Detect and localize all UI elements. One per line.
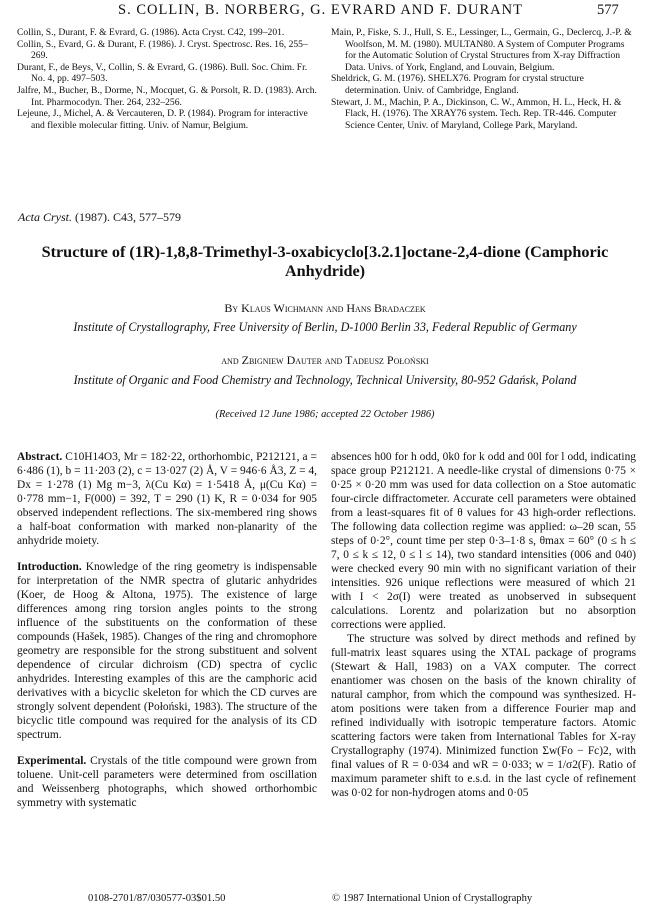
affiliation-2: Institute of Organic and Food Chemistry and Technology, Technical University, 80-952 Gdańsk, Poland <box>73 373 577 387</box>
issn-code: 0108-2701/87/030577-03$01.50 <box>88 893 226 904</box>
experimental-continued: absences h00 for h odd, 0k0 for k odd and 00l for l odd, indicating space group P212121. A needle-like crystal of dimensions 0·75 × 0·25 × 0·20 mm was used for data collection on a Stoe automatic four-circle diffractometer. Accurate cell parameters were obtained from a least-squares fit of θ values for 43 high-order reflections. The following data collection regime was applied: ω–2θ scan, 55 steps of 0·2°, count time per step 0·3–1·8 s, θmax = 60° (0 ≤ h ≤ 7, 0 ≤ k ≤ 12, 0 ≤ l ≤ 14), two standard intensities (006 and 040) were checked every 90 min with no significant variation of their intensities. 926 unique reflections were measured of which 21 with I < 2σ(I) were treated as unobserved in subsequent calculations. Lorentz and polarization but no absorption corrections were applied. <box>331 451 636 631</box>
abstract <box>17 450 317 548</box>
reference-item: Sheldrick, G. M. (1976). SHELX76. Program for crystal structure determination. Univ. of Cambridge, England. <box>331 73 584 96</box>
reference-item: Main, P., Fiske, S. J., Hull, S. E., Lessinger, L., Germain, G., Declercq, J.-P. & Woolfson, M. M. (1980). MULTAN80. A System of Computer Programs for the Automatic Solution of Crystal Structures from X-ray Diffraction Data. Univs. of York, England, and Louvain, Belgium. <box>331 27 632 73</box>
body-right-column <box>331 450 636 800</box>
authors-line-1: By Klaus Wichmann and Hans Bradaczek <box>224 301 426 315</box>
abstract-heading: Abstract. <box>17 451 63 463</box>
page-number: 577 <box>597 2 619 18</box>
authors-line-2: and Zbigniew Dauter and Tadeusz Połoński <box>221 353 429 367</box>
running-title: S. COLLIN, B. NORBERG, G. EVRARD AND F. DURANT <box>118 2 523 18</box>
refinement-paragraph: The structure was solved by direct methods and refined by full-matrix least squares using the XTAL package of programs (Stewart & Hall, 1983) on a VAX computer. The correct enantiomer was chosen on the basis of the known chirality of natural camphor, from which the compound was synthesized. H-atom positions were taken from a difference Fourier map and refined individually with isotropic temperature factors. Atomic scattering factors were taken from International Tables for X-ray Crystallography (1974). Minimized function Σw(Fo − Fc)2, with final values of R = 0·034 and wR = 0·033; w = 1/σ2(F). Ratio of maximum parameter shift to e.s.d. in the last cycle of refinement was 0·02 for non-hydrogen atoms and 0·05 <box>331 633 636 799</box>
abstract-text: C10H14O3, Mr = 182·22, orthorhombic, P212121, a = 6·486 (1), b = 11·203 (2), c = 13·027 (2) Å, V = 946·6 Å3, Z = 4, Dx = 1·278 (1) Mg m−3, λ(Cu Kα) = 1·5418 Å, μ(Cu Kα) = 0·778 mm−1, F(000) = 392, T = 290 (1) K, R = 0·034 for 905 observed independent reflections. The six-membered ring shows a half-boat conformation with marked non-planarity of the anhydride moiety. <box>17 451 317 547</box>
reference-item: Collin, S., Durant, F. & Evrard, G. (1986). Acta Cryst. C42, 199–201. <box>17 27 285 38</box>
citation-journal: Acta Cryst. <box>18 210 72 224</box>
running-header <box>0 0 650 22</box>
reference-item: Jalfre, M., Bucher, B., Dorme, N., Mocquet, G. & Porsolt, R. D. (1983). Arch. Int. Pharmocodyn. Ther. 264, 232–256. <box>17 84 317 108</box>
experimental <box>17 754 317 810</box>
reference-item: Durant, F., de Beys, V., Collin, S. & Evrard, G. (1986). Bull. Soc. Chim. Fr. No. 4, pp. 497–503. <box>17 61 308 85</box>
reference-item: Stewart, J. M., Machin, P. A., Dickinson, C. W., Ammon, H. L., Heck, H. & Flack, H. (1976). The XRAY76 system. Tech. Rep. TR-446. Computer Science Center, Univ. of Maryland, College Park, Maryland. <box>331 96 622 131</box>
citation-volume: (1987). C43, 577–579 <box>72 210 181 224</box>
introduction <box>17 560 317 742</box>
references-right <box>331 27 636 131</box>
affiliation-1: Institute of Crystallography, Free University of Berlin, D-1000 Berlin 33, Federal Republic of Germany <box>73 320 577 334</box>
article-title: Structure of (1R)-1,8,8-Trimethyl-3-oxabicyclo[3.2.1]octane-2,4-dione (Camphoric Anhydride) <box>41 243 609 280</box>
introduction-text: Knowledge of the ring geometry is indispensable for interpretation of the NMR spectra of glutaric anhydrides (Koer, de Hoog & Altona, 1975). The existence of large differences among ring torsion angles points to the strong influence of the substituents on the conformation of these compounds (Hašek, 1985). Changes of the ring and chromophore geometry are responsible for the strong substituent and solvent dependence of circular dichroism (CD) spectra of cyclic anhydrides. Interesting examples of this are the camphoric acid derivatives with a bicyclic skeleton for which the CD curves are strongly solvent dependent (Połoński, 1983). The structure of the bicyclic title compound was required for the analysis of its CD spectrum. <box>17 561 317 741</box>
copyright-line: © 1987 International Union of Crystallography <box>332 893 533 904</box>
experimental-heading: Experimental. <box>17 755 87 767</box>
reference-item: Collin, S., Evard, G. & Durant, F. (1986). J. Cryst. Spectrosc. Res. 16, 255–269. <box>17 38 308 62</box>
references-left <box>17 27 320 131</box>
experimental-text: Crystals of the title compound were grown from toluene. Unit-cell parameters were determined from oscillation and Weissenberg photographs, which showed orthorhombic symmetry with systematic <box>17 755 317 809</box>
body-left-column <box>17 450 317 810</box>
article-citation <box>18 210 181 225</box>
introduction-heading: Introduction. <box>17 561 82 573</box>
reference-item: Lejeune, J., Michel, A. & Vercauteren, D. P. (1984). Program for interactive and flexible molecular fitting. Univ. of Namur, Belgium. <box>17 108 308 131</box>
received-dates: (Received 12 June 1986; accepted 22 October 1986) <box>215 409 435 420</box>
